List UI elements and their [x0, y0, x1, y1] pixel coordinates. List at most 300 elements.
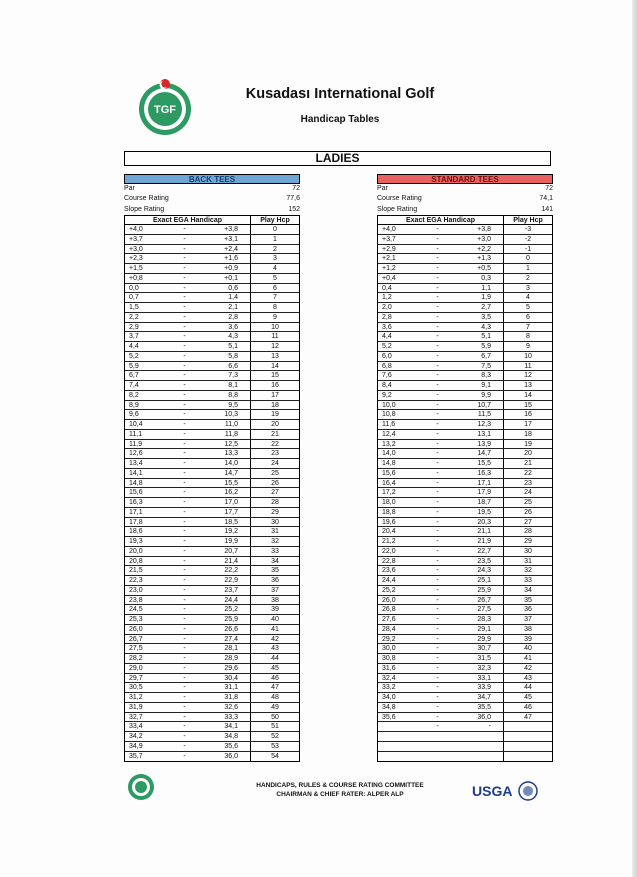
- table-row: [378, 449, 552, 459]
- handicap-high: 18,7: [477, 499, 491, 507]
- table-row: [378, 323, 552, 333]
- play-hcp: 40: [524, 645, 532, 653]
- handicap-high: 29,6: [224, 664, 238, 672]
- handicap-high: 36,0: [224, 752, 238, 760]
- range-dash: -: [183, 528, 186, 536]
- page-title: Kusadası International Golf: [245, 86, 435, 102]
- play-hcp: 45: [271, 664, 279, 672]
- play-hcp: 7: [273, 294, 277, 302]
- play-hcp: 28: [271, 499, 279, 507]
- range-dash: -: [183, 313, 186, 321]
- handicap-low: +2,3: [129, 255, 143, 263]
- range-dash: -: [183, 499, 186, 507]
- play-hcp: 16: [524, 411, 532, 419]
- handicap-low: 33,4: [129, 723, 143, 731]
- range-dash: -: [183, 752, 186, 760]
- table-row: [378, 352, 552, 362]
- handicap-low: 0,0: [129, 284, 139, 292]
- range-dash: -: [436, 245, 439, 253]
- handicap-low: 20,4: [382, 528, 396, 536]
- handicap-low: 4,4: [129, 343, 139, 351]
- exact-header: Exact EGA Handicap: [378, 216, 504, 224]
- range-dash: -: [436, 313, 439, 321]
- range-dash: -: [183, 557, 186, 565]
- handicap-low: 8,2: [129, 391, 139, 399]
- table-row: [125, 381, 299, 391]
- play-hcp: 49: [271, 703, 279, 711]
- handicap-low: 34,9: [129, 742, 143, 750]
- play-hcp: 11: [524, 362, 532, 370]
- range-dash: -: [183, 440, 186, 448]
- play-hcp: 38: [271, 596, 279, 604]
- range-dash: -: [436, 723, 439, 731]
- play-hcp: 7: [526, 323, 530, 331]
- handicap-low: 25,3: [129, 616, 143, 624]
- range-dash: -: [183, 616, 186, 624]
- page-subtitle: Handicap Tables: [300, 114, 380, 125]
- handicap-low: 21,5: [129, 567, 143, 575]
- play-hcp: 25: [271, 469, 279, 477]
- par-value: 72: [545, 185, 553, 192]
- table-row: [125, 615, 299, 625]
- play-hcp: 13: [271, 352, 279, 360]
- range-dash: -: [183, 742, 186, 750]
- handicap-high: 21,9: [477, 538, 491, 546]
- handicap-high: 28,9: [224, 655, 238, 663]
- table-row: [125, 557, 299, 567]
- play-hcp: 32: [524, 567, 532, 575]
- handicap-low: +0,4: [382, 274, 396, 282]
- handicap-low: 0,7: [129, 294, 139, 302]
- play-hcp: 41: [524, 655, 532, 663]
- table-row: [378, 693, 552, 703]
- slope-rating-label: Slope Rating: [377, 205, 418, 213]
- handicap-high: 17,1: [477, 479, 491, 487]
- table-row: [125, 323, 299, 333]
- range-dash: -: [436, 362, 439, 370]
- range-dash: -: [436, 391, 439, 399]
- play-hcp: 12: [271, 343, 279, 351]
- play-hcp: 32: [271, 538, 279, 546]
- standard-tees-rows: [377, 225, 553, 762]
- table-row: [125, 410, 299, 420]
- handicap-low: 27,5: [129, 645, 143, 653]
- table-row: [125, 703, 299, 713]
- handicap-low: +3,0: [129, 245, 143, 253]
- play-hcp: 22: [271, 440, 279, 448]
- table-row: [125, 713, 299, 723]
- handicap-low: 29,2: [382, 635, 396, 643]
- handicap-low: 10,8: [382, 411, 396, 419]
- table-row: [378, 615, 552, 625]
- handicap-low: 14,1: [129, 469, 143, 477]
- range-dash: -: [183, 684, 186, 692]
- handicap-low: 17,8: [129, 518, 143, 526]
- table-row: [125, 488, 299, 498]
- table-row: [378, 274, 552, 284]
- handicap-low: 26,0: [382, 596, 396, 604]
- table-row: [125, 722, 299, 732]
- handicap-low: 8,4: [382, 382, 392, 390]
- play-hcp: 10: [524, 352, 532, 360]
- handicap-low: 1,5: [129, 304, 139, 312]
- play-hcp: 23: [524, 479, 532, 487]
- range-dash: -: [436, 694, 439, 702]
- handicap-low: 19,3: [129, 538, 143, 546]
- table-row: [378, 225, 552, 235]
- handicap-high: 20,3: [477, 518, 491, 526]
- handicap-high: 14,7: [477, 450, 491, 458]
- table-row: [125, 264, 299, 274]
- logo-text: TGF: [154, 104, 176, 116]
- handicap-high: [447, 742, 503, 751]
- table-row: [125, 303, 299, 313]
- table-row: [125, 527, 299, 537]
- play-hcp: 41: [271, 625, 279, 633]
- table-row: [125, 245, 299, 255]
- range-dash: -: [183, 294, 186, 302]
- table-row: [378, 498, 552, 508]
- play-hcp: 23: [271, 450, 279, 458]
- standard-tees-banner: STANDARD TEES: [377, 174, 553, 184]
- play-hcp: 28: [524, 528, 532, 536]
- range-dash: -: [183, 274, 186, 282]
- range-dash: -: [436, 440, 439, 448]
- handicap-high: +3,8: [477, 226, 491, 234]
- range-dash: -: [436, 274, 439, 282]
- table-row: [125, 508, 299, 518]
- play-hcp: 35: [271, 567, 279, 575]
- play-hcp: 29: [271, 508, 279, 516]
- range-dash: [428, 742, 448, 751]
- range-dash: -: [436, 226, 439, 234]
- handicap-low: 30,8: [382, 655, 396, 663]
- slope-rating-value: 141: [541, 205, 553, 213]
- handicap-low: 18,6: [129, 528, 143, 536]
- range-dash: [428, 752, 448, 762]
- handicap-high: 30,7: [477, 645, 491, 653]
- table-row: [378, 752, 552, 762]
- handicap-high: +0,5: [477, 265, 491, 273]
- handicap-high: 4,3: [228, 333, 238, 341]
- back-tees-rows: [124, 225, 300, 762]
- play-hcp: 39: [271, 606, 279, 614]
- handicap-low: 32,7: [129, 713, 143, 721]
- handicap-low: +3,7: [129, 235, 143, 243]
- handicap-high: 35,6: [224, 742, 238, 750]
- handicap-low: 30,5: [129, 684, 143, 692]
- course-rating-label: Course Rating: [124, 195, 169, 203]
- table-row: [378, 284, 552, 294]
- table-row: [125, 537, 299, 547]
- handicap-low: 3,7: [129, 333, 139, 341]
- handicap-high: 12,3: [477, 421, 491, 429]
- play-hcp: 42: [271, 635, 279, 643]
- handicap-high: 7,5: [481, 362, 491, 370]
- range-dash: -: [183, 674, 186, 682]
- play-hcp: -1: [524, 245, 532, 253]
- play-hcp: 26: [271, 479, 279, 487]
- handicap-low: 32,4: [382, 674, 396, 682]
- table-row: [125, 605, 299, 615]
- play-hcp: 36: [271, 577, 279, 585]
- handicap-high: 27,5: [477, 606, 491, 614]
- play-hcp: 3: [526, 284, 530, 292]
- handicap-high: +2,4: [224, 245, 238, 253]
- table-header: [124, 215, 300, 225]
- play-header: Play Hcp: [513, 217, 543, 225]
- course-rating-value: 77,6: [286, 195, 300, 203]
- handicap-low: +1,2: [382, 265, 396, 273]
- handicap-high: +3,8: [224, 226, 238, 234]
- range-dash: -: [436, 664, 439, 672]
- play-hcp: 17: [524, 421, 532, 429]
- play-hcp: 27: [271, 489, 279, 497]
- range-dash: -: [436, 352, 439, 360]
- footer-line-2: CHAIRMAN & CHIEF RATER: ALPER ALP: [276, 791, 404, 798]
- table-row: [378, 674, 552, 684]
- table-row: [378, 440, 552, 450]
- play-hcp: 9: [526, 343, 530, 351]
- range-dash: -: [436, 294, 439, 302]
- handicap-low: 11,6: [382, 421, 396, 429]
- play-hcp: 0: [526, 255, 530, 263]
- table-row: [125, 225, 299, 235]
- handicap-low: 29,0: [129, 664, 143, 672]
- handicap-high: 23,5: [477, 557, 491, 565]
- table-row: [378, 537, 552, 547]
- handicap-high: 22,7: [477, 547, 491, 555]
- table-row: [125, 518, 299, 528]
- play-hcp: 10: [271, 323, 279, 331]
- handicap-high: 9,9: [481, 391, 491, 399]
- table-row: [378, 293, 552, 303]
- play-hcp: -3: [524, 226, 532, 234]
- handicap-low: 20,8: [129, 557, 143, 565]
- footer-text: [220, 781, 460, 799]
- table-row: [378, 235, 552, 245]
- handicap-low: 34,2: [129, 733, 143, 741]
- table-row: [125, 440, 299, 450]
- handicap-low: 5,2: [129, 352, 139, 360]
- table-row: [125, 352, 299, 362]
- handicap-high: 19,9: [224, 538, 238, 546]
- handicap-low: [378, 752, 428, 762]
- handicap-high: 34,1: [224, 723, 238, 731]
- range-dash: -: [183, 450, 186, 458]
- range-dash: -: [183, 391, 186, 399]
- handicap-high: 1,4: [228, 294, 238, 302]
- handicap-low: 9,2: [382, 391, 392, 399]
- play-hcp: -2: [524, 235, 532, 243]
- play-hcp: 18: [524, 430, 532, 438]
- range-dash: -: [183, 265, 186, 273]
- tgf-logo: [136, 78, 194, 136]
- play-hcp: 19: [524, 440, 532, 448]
- table-row: [378, 313, 552, 323]
- handicap-low: +4,0: [382, 226, 396, 234]
- handicap-low: 2,9: [129, 323, 139, 331]
- handicap-low: 23,8: [129, 596, 143, 604]
- handicap-low: +0,8: [129, 274, 143, 282]
- table-row: [125, 576, 299, 586]
- table-row: [125, 732, 299, 742]
- handicap-high: 17,9: [477, 489, 491, 497]
- back-tees-table: [124, 174, 300, 762]
- play-hcp: [504, 742, 552, 751]
- range-dash: -: [436, 606, 439, 614]
- range-dash: -: [436, 635, 439, 643]
- handicap-low: 6,8: [382, 362, 392, 370]
- handicap-low: 2,0: [382, 304, 392, 312]
- range-dash: -: [436, 616, 439, 624]
- table-row: [125, 742, 299, 752]
- range-dash: -: [436, 674, 439, 682]
- table-row: [378, 401, 552, 411]
- play-hcp: 43: [524, 674, 532, 682]
- range-dash: -: [436, 586, 439, 594]
- handicap-low: 34,0: [382, 694, 396, 702]
- handicap-low: 15,6: [129, 489, 143, 497]
- play-hcp: 6: [273, 284, 277, 292]
- handicap-high: 25,9: [224, 616, 238, 624]
- table-row: [125, 498, 299, 508]
- handicap-low: 14,8: [129, 479, 143, 487]
- table-row: [125, 635, 299, 645]
- handicap-high: 9,1: [481, 382, 491, 390]
- table-row: [378, 371, 552, 381]
- handicap-high: 11,8: [224, 430, 238, 438]
- table-row: [378, 420, 552, 430]
- range-dash: -: [436, 713, 439, 721]
- handicap-high: 34,7: [477, 694, 491, 702]
- play-hcp: 2: [273, 245, 277, 253]
- handicap-high: 2,7: [481, 304, 491, 312]
- range-dash: -: [183, 596, 186, 604]
- handicap-high: 28,1: [224, 645, 238, 653]
- handicap-high: 25,9: [477, 586, 491, 594]
- play-hcp: 26: [524, 508, 532, 516]
- table-row: [125, 420, 299, 430]
- handicap-high: 22,9: [224, 577, 238, 585]
- handicap-low: 8,9: [129, 401, 139, 409]
- play-hcp: 15: [524, 401, 532, 409]
- handicap-high: 12,5: [224, 440, 238, 448]
- handicap-high: 9,5: [228, 401, 238, 409]
- range-dash: -: [183, 547, 186, 555]
- play-hcp: 54: [271, 752, 279, 760]
- play-hcp: 30: [524, 547, 532, 555]
- handicap-low: 9,6: [129, 411, 139, 419]
- range-dash: -: [183, 664, 186, 672]
- table-row: [378, 479, 552, 489]
- handicap-high: 25,1: [477, 577, 491, 585]
- range-dash: -: [183, 586, 186, 594]
- handicap-high: [447, 732, 503, 741]
- handicap-high: 3,6: [228, 323, 238, 331]
- handicap-high: +1,6: [224, 255, 238, 263]
- play-hcp: 50: [271, 713, 279, 721]
- range-dash: -: [436, 703, 439, 711]
- play-hcp: 53: [271, 742, 279, 750]
- play-hcp: 52: [271, 733, 279, 741]
- table-row: [378, 635, 552, 645]
- handicap-high: 8,8: [228, 391, 238, 399]
- handicap-high: 33,1: [477, 674, 491, 682]
- table-row: [378, 586, 552, 596]
- table-row: [125, 313, 299, 323]
- range-dash: -: [436, 284, 439, 292]
- table-row: [378, 508, 552, 518]
- play-hcp: 1: [273, 235, 277, 243]
- play-hcp: 46: [524, 703, 532, 711]
- play-hcp: 4: [273, 265, 277, 273]
- range-dash: -: [436, 235, 439, 243]
- table-row: [125, 752, 299, 762]
- table-row: [378, 518, 552, 528]
- handicap-high: 25,2: [224, 606, 238, 614]
- back-tees-meta: [124, 184, 300, 215]
- play-hcp: 20: [524, 450, 532, 458]
- play-hcp: 42: [524, 664, 532, 672]
- range-dash: -: [436, 577, 439, 585]
- range-dash: -: [436, 538, 439, 546]
- play-hcp: 48: [271, 694, 279, 702]
- range-dash: -: [436, 401, 439, 409]
- range-dash: -: [183, 421, 186, 429]
- range-dash: -: [183, 625, 186, 633]
- handicap-high: +1,3: [477, 255, 491, 263]
- range-dash: -: [183, 372, 186, 380]
- handicap-low: 15,6: [382, 469, 396, 477]
- range-dash: -: [183, 401, 186, 409]
- handicap-high: 6,6: [228, 362, 238, 370]
- range-dash: -: [436, 479, 439, 487]
- table-row: [378, 264, 552, 274]
- handicap-low: [378, 732, 428, 741]
- table-row: [378, 722, 552, 732]
- handicap-low: 2,2: [129, 313, 139, 321]
- range-dash: -: [183, 245, 186, 253]
- handicap-high: 29,9: [477, 635, 491, 643]
- handicap-high: +3,1: [224, 235, 238, 243]
- play-hcp: 20: [271, 421, 279, 429]
- handicap-low: 6,7: [129, 372, 139, 380]
- range-dash: -: [183, 567, 186, 575]
- handicap-high: 33,9: [477, 684, 491, 692]
- handicap-low: 2,8: [382, 313, 392, 321]
- handicap-low: 14,0: [382, 450, 396, 458]
- handicap-low: 7,6: [382, 372, 392, 380]
- handicap-low: 11,1: [129, 430, 143, 438]
- play-hcp: 29: [524, 538, 532, 546]
- handicap-high: 24,3: [477, 567, 491, 575]
- range-dash: -: [436, 430, 439, 438]
- handicap-low: 35,6: [382, 713, 396, 721]
- table-row: [125, 254, 299, 264]
- range-dash: -: [183, 352, 186, 360]
- handicap-high: 13,1: [477, 430, 491, 438]
- table-row: [125, 362, 299, 372]
- play-hcp: 31: [271, 528, 279, 536]
- range-dash: -: [436, 343, 439, 351]
- range-dash: -: [183, 723, 186, 731]
- handicap-high: 29,1: [477, 625, 491, 633]
- range-dash: -: [183, 304, 186, 312]
- handicap-high: 8,1: [228, 382, 238, 390]
- play-hcp: 45: [524, 694, 532, 702]
- range-dash: -: [183, 703, 186, 711]
